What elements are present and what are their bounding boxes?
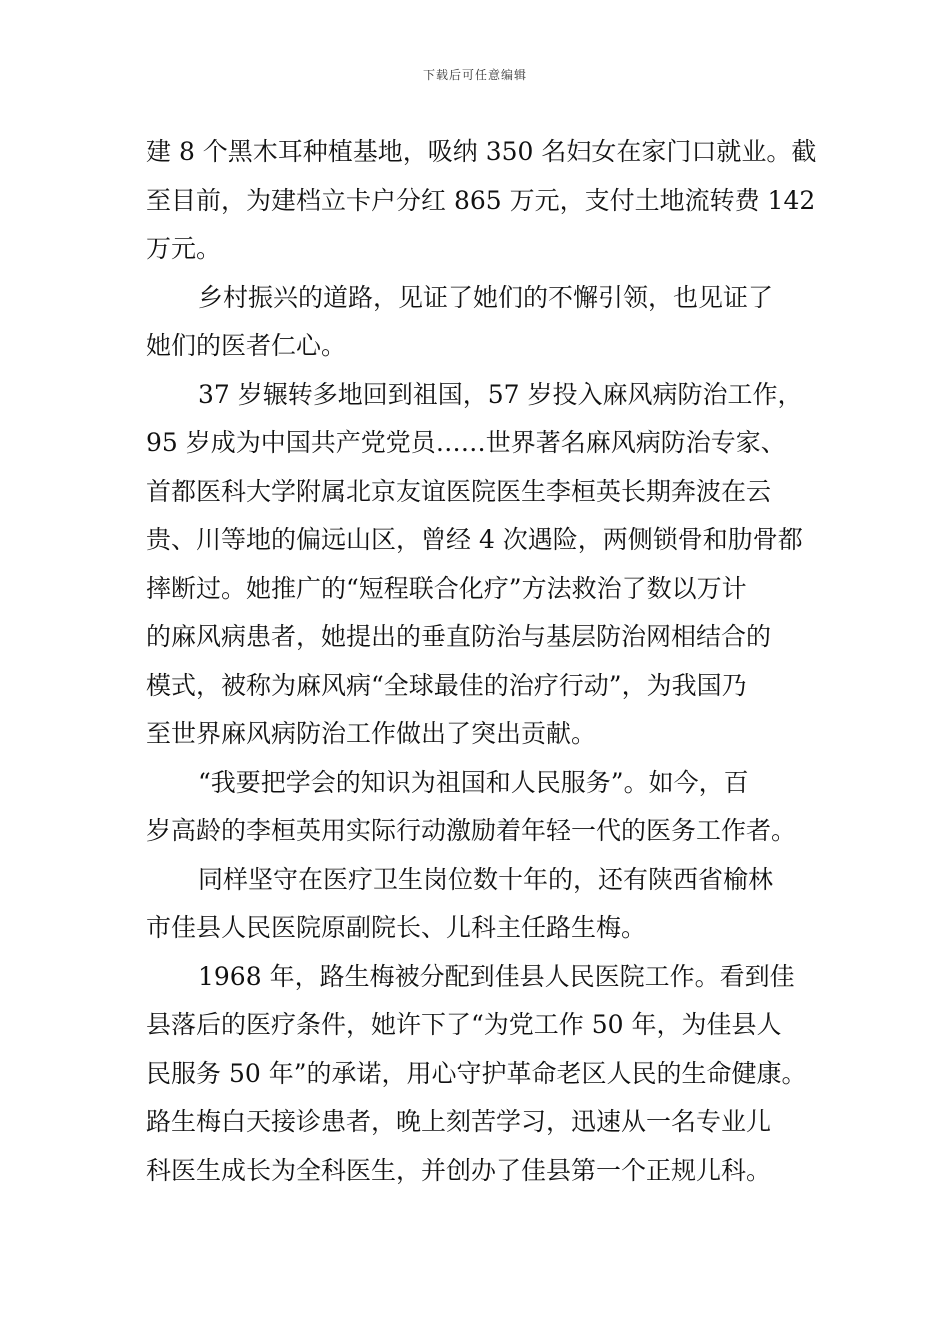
- text-line: 乡村振兴的道路，见证了她们的不懈引领，也见证了: [198, 282, 774, 312]
- text-line: 她们的医者仁心。: [146, 331, 347, 360]
- text-line: 岁高龄的李桓英用实际行动激励着年轻一代的医务工作者。: [146, 816, 797, 845]
- paragraph-5: [146, 856, 814, 953]
- text-line: 至目前，为建档立卡户分红 865 万元，支付土地流转费 142: [146, 185, 816, 215]
- text-line: 95 岁成为中国共产党党员……世界著名麻风病防治专家、: [146, 428, 786, 457]
- text-line: 万元。: [146, 234, 222, 263]
- text-line: 1968 年，路生梅被分配到佳县人民医院工作。看到佳: [198, 961, 795, 991]
- document-body: [146, 128, 817, 1195]
- text-line: 建 8 个黑木耳种植基地，吸纳 350 名妇女在家门口就业。截: [146, 137, 817, 166]
- text-line: 首都医科大学附属北京友谊医院医生李桓英长期奔波在云: [146, 476, 772, 506]
- text-line: 贵、川等地的偏远山区，曾经 4 次遇险，两侧锁骨和肋骨都: [146, 525, 803, 554]
- paragraph-6: [146, 953, 814, 1196]
- text-line: 科医生成长为全科医生，并创办了佳县第一个正规儿科。: [146, 1155, 772, 1185]
- text-line: 模式，被称为麻风病“全球最佳的治疗行动”，为我国乃: [146, 670, 747, 700]
- text-line: “我要把学会的知识为祖国和人民服务”。如今，百: [198, 767, 749, 797]
- paragraph-4: [146, 759, 814, 856]
- text-line: 同样坚守在医疗卫生岗位数十年的，还有陕西省榆林: [198, 864, 774, 894]
- text-line: 摔断过。她推广的“短程联合化疗”方法救治了数以万计: [146, 573, 747, 603]
- paragraph-3: [146, 371, 814, 759]
- text-line: 民服务 50 年”的承诺，用心守护革命老区人民的生命健康。: [146, 1058, 807, 1088]
- paragraph-2: [146, 274, 814, 371]
- paragraph-1: [146, 128, 817, 274]
- text-line: 37 岁辗转多地回到祖国，57 岁投入麻风病防治工作，: [198, 379, 803, 409]
- text-line: 至世界麻风病防治工作做出了突出贡献。: [146, 719, 597, 748]
- text-line: 路生梅白天接诊患者，晚上刻苦学习，迅速从一名专业儿: [146, 1107, 772, 1136]
- page-header: 下载后可任意编辑: [422, 68, 527, 82]
- text-line: 县落后的医疗条件，她许下了“为党工作 50 年，为佳县人: [146, 1010, 782, 1039]
- text-line: 市佳县人民医院原副院长、儿科主任路生梅。: [146, 913, 647, 942]
- text-line: 的麻风病患者，她提出的垂直防治与基层防治网相结合的: [146, 622, 772, 651]
